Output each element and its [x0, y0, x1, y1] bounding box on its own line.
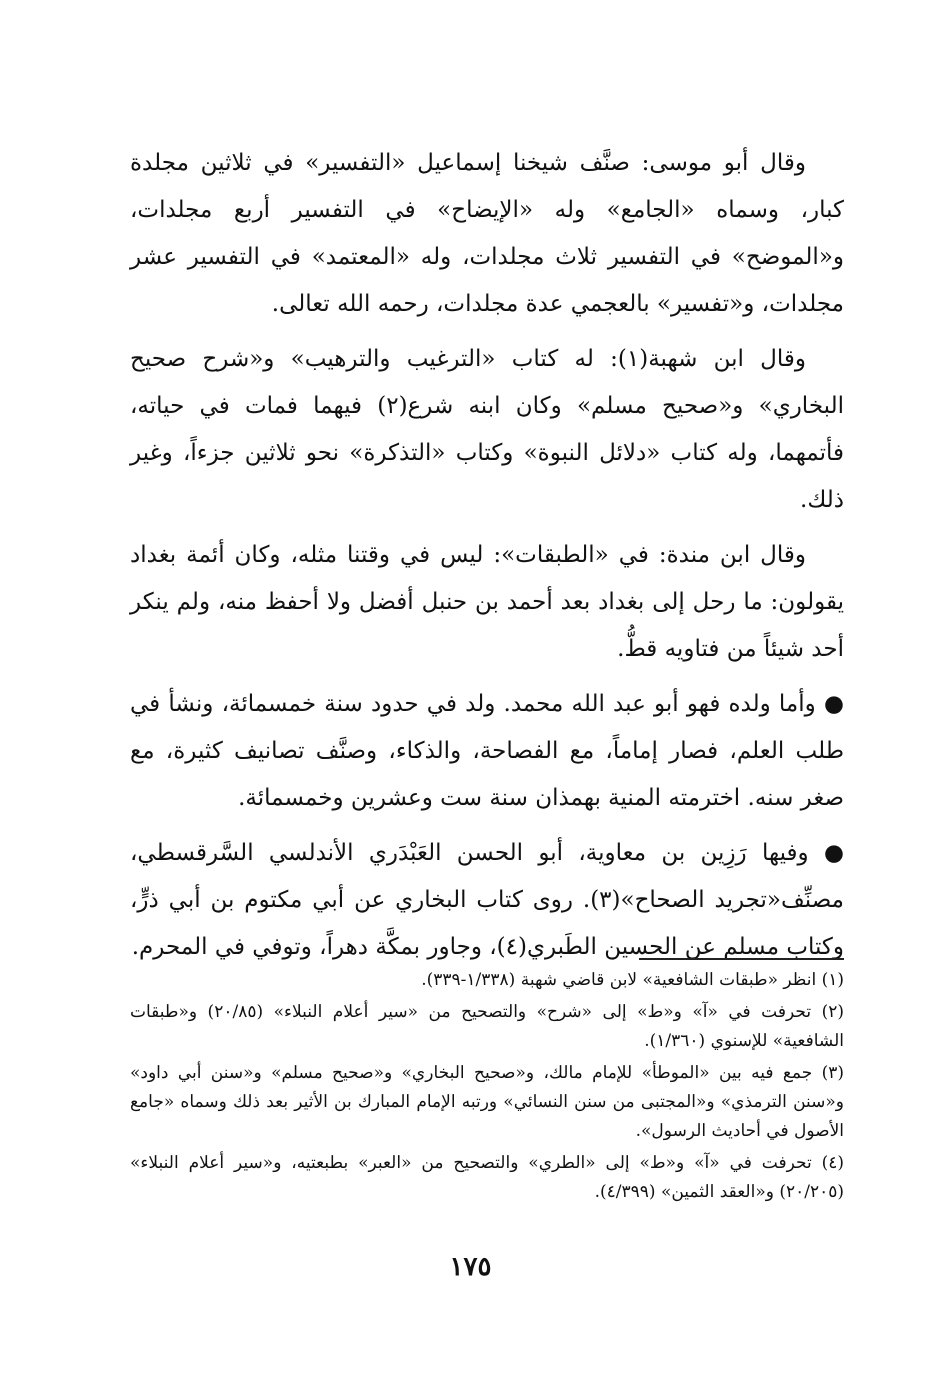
paragraph-son-muhammad: ● وأما ولده فهو أبو عبد الله محمد. ولد في حدود سنة خمسمائة، ونشأ في طلب العلم، فصار إماماً، مع الفصاحة، والذكاء، وصنَّف تصانيف كثيرة، مع صغر سنه. اخترمته المنية بهمذان سنة ست وعشرين وخمسمائة.	[130, 691, 844, 811]
footnote-2: (٢) تحرفت في «آ» و«ط» إلى «شرح» والتصحيح من «سير أعلام النبلاء» (٢٠/٨٥) و«طبقات الشافعية» للإسنوي (١/٣٦٠).	[130, 1002, 845, 1051]
page-number: ١٧٥	[449, 1252, 492, 1282]
main-text	[130, 140, 844, 979]
footnote-3: (٣) جمع فيه بين «الموطأ» للإمام مالك، و«صحيح البخاري» و«صحيح مسلم» و«سنن أبي داود» و«سنن الترمذي» و«المجتبى من سنن النسائي» ورتبه الإمام المبارك بن الأثير بعد ذلك وسماه «جامع الأصول في أحاديث الرسول».	[130, 1063, 844, 1141]
paragraph-ibn-shuhba: وقال ابن شهبة(١): له كتاب «الترغيب والترهيب» و«شرح صحيح البخاري» و«صحيح مسلم» وكان ابنه شرع(٢) فيهما فمات في حياته، فأتمهما، وله كتاب «دلائل النبوة» وكتاب «التذكرة» نحو ثلاثين جزءاً، وغير ذلك.	[130, 346, 845, 513]
footnotes	[130, 966, 844, 1210]
paragraph-razin: ● وفيها رَزِين بن معاوية، أبو الحسن العَبْدَري الأندلسي السَّرقسطي، مصنِّف«تجريد الصحاح»(٣). روى كتاب البخاري عن أبي مكتوم بن أبي ذرٍّ، وكتاب مسلم عن الحسين الطَبري(٤)، وجاور بمكَّة دهراً، وتوفي في المحرم.	[130, 840, 844, 960]
paragraph-abu-musa: وقال أبو موسى: صنَّف شيخنا إسماعيل «التفسير» في ثلاثين مجلدة كبار، وسماه «الجامع» وله «الإيضاح» في التفسير أربع مجلدات، و«الموضح» في التفسير ثلاث مجلدات، وله «المعتمد» في التفسير عشر مجلدات، و«تفسير» بالعجمي عدة مجلدات، رحمه الله تعالى.	[130, 150, 844, 317]
footnote-4: (٤) تحرفت في «آ» و«ط» إلى «الطري» والتصحيح من «العبر» بطبعتيه، و«سير أعلام النبلاء» (٢٠/٢٠٥) و«العقد الثمين» (٤/٣٩٩).	[130, 1153, 844, 1202]
footnote-1: (١) انظر «طبقات الشافعية» لابن قاضي شهبة (١/٣٣٨-٣٣٩).	[421, 970, 844, 990]
footnote-separator	[639, 958, 844, 960]
paragraph-ibn-manda: وقال ابن مندة: في «الطبقات»: ليس في وقتنا مثله، وكان أئمة بغداد يقولون: ما رحل إلى بغداد بعد أحمد بن حنبل أفضل ولا أحفظ منه، ولم ينكر أحد شيئاً من فتاويه قطُّ.	[130, 542, 844, 662]
